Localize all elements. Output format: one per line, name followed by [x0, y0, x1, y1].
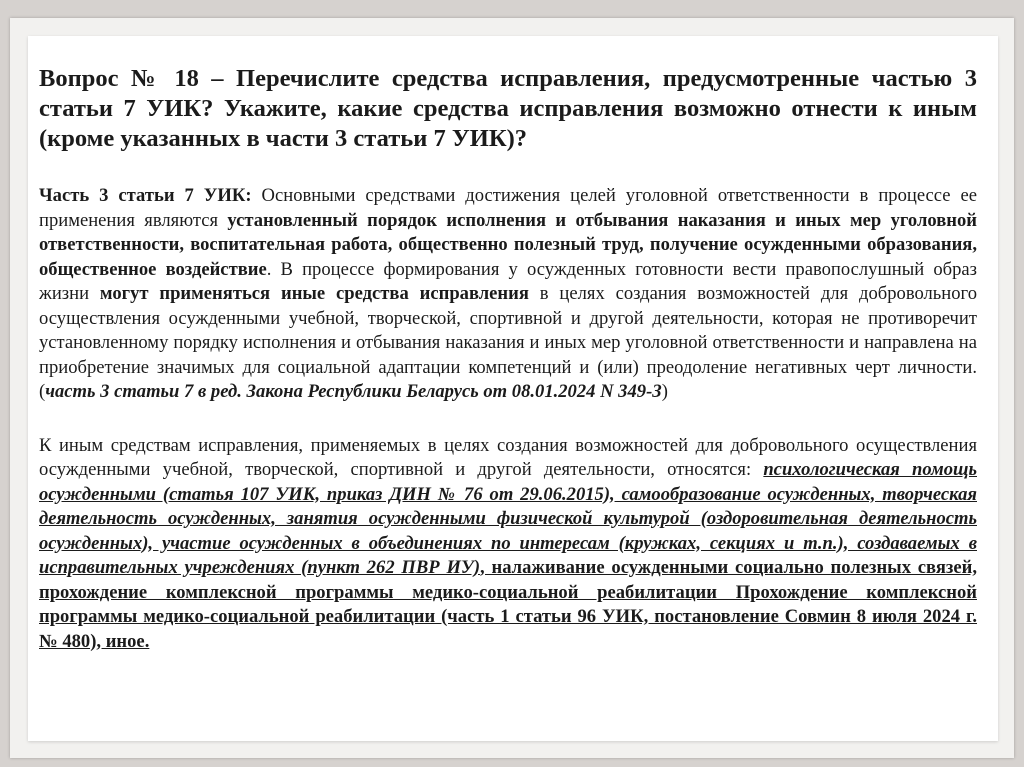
text-span: К иным средствам исправления, применяемых в целях создания возможностей для добровольного осуществления осужденными учебной, творческой, спортивной и другой деятельности, относятся: [39, 434, 977, 480]
text-span: . В процессе формирования у осужденных готовности вести правопослушный образ жизни [39, 258, 977, 304]
text-span: ) [661, 381, 668, 402]
text-span: Основными средствами достижения целей уголовной ответственности в процессе ее применения являются [39, 185, 978, 231]
slide-frame [10, 18, 1014, 758]
underlined-list: , налаживание осужденными социально полезных связей, прохождение комплексной программы медико-социальной реабилитации Прохождение комплексной программы медико-социальной реабилитации (часть 1 статьи 96 УИК, постановление Совмин 8 июля 2024 г. № 480), иное. [39, 557, 977, 652]
question-title: Вопрос № 18 – Перечислите средства исправления, предусмотренные частью 3 статьи 7 УИК? Укажите, какие средства исправления возможно отнести к иным (кроме указанных в части 3 статьи 7 УИК)? [39, 65, 977, 152]
lead-label: Часть 3 статьи 7 УИК: [39, 185, 252, 206]
answer-paragraph-2 [39, 434, 977, 655]
bold-span: установленный порядок исполнения и отбывания наказания и иных мер уголовной ответственности, воспитательная работа, общественно полезный труд, получение осужденными образования, общественное воздействие [39, 209, 977, 280]
law-reference: часть 3 статьи 7 в ред. Закона Республики Беларусь от 08.01.2024 N 349-З [45, 381, 662, 402]
slide [28, 36, 998, 741]
underlined-italic-list: психологическая помощь осужденными (статья 107 УИК, приказ ДИН № 76 от 29.06.2015), самообразование осужденных, творческая деятельность осужденных, занятия осужденными физической культурой (оздоровительная деятельность осужденных), участие осужденных в объединениях по интересам (кружках, секциях и т.п.), создаваемых в исправительных учреждениях (пункт 262 ПВР ИУ) [39, 459, 977, 578]
text-span: в целях создания возможностей для добровольного осуществления осужденными учебной, творческой, спортивной и другой деятельности, которая не противоречит установленному порядку исполнения и отбывания наказания и иных мер уголовной ответственности и направлена на приобретение значимых для социальной адаптации компетенций и (или) преодоление негативных черт личности. ( [39, 283, 977, 402]
answer-paragraph-1 [39, 184, 977, 405]
bold-span: могут применяться иные средства исправления [99, 283, 529, 304]
slide-content [39, 64, 977, 654]
